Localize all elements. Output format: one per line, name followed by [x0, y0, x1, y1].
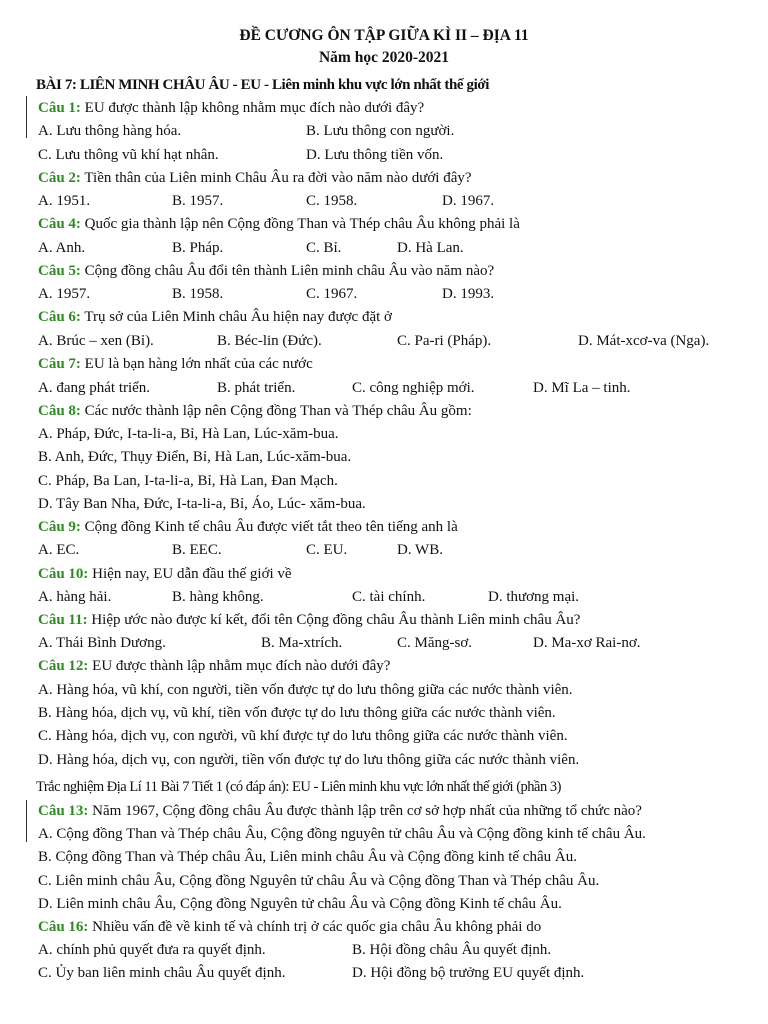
question-16 — [38, 917, 541, 937]
option-a: A. hàng hải. — [38, 589, 112, 605]
question-text: Cộng đồng Kinh tế châu Âu được viết tắt theo tên tiếng anh là — [80, 519, 458, 535]
question-number: Câu 2: — [38, 170, 81, 186]
question-number: Câu 11: — [38, 612, 88, 628]
question-8 — [38, 401, 472, 421]
section-note: Trắc nghiệm Địa Lí 11 Bài 7 Tiết 1 (có đáp án): EU - Liên minh khu vực lớn nhất thế giới (phần 3) — [36, 779, 561, 795]
question-number: Câu 16: — [38, 919, 89, 935]
option-b: B. Béc-lin (Đức). — [217, 333, 322, 349]
question-number: Câu 8: — [38, 403, 81, 419]
option-d: D. Lưu thông tiền vốn. — [306, 147, 444, 163]
option-c: C. Bỉ. — [306, 240, 342, 256]
option-c: C. Pháp, Ba Lan, I-ta-li-a, Bỉ, Hà Lan, Đan Mạch. — [38, 473, 338, 489]
question-text: Trụ sở của Liên Minh châu Âu hiện nay được đặt ở — [80, 309, 392, 325]
question-text: Hiệp ước nào được kí kết, đổi tên Cộng đồng châu Âu thành Liên minh châu Âu? — [87, 612, 581, 628]
question-text: Tiền thân của Liên minh Châu Âu ra đời vào năm nào dưới đây? — [80, 170, 472, 186]
option-c: C. 1958. — [306, 193, 358, 209]
option-b: B. Anh, Đức, Thụy Điển, Bỉ, Hà Lan, Lúc-xăm-bua. — [38, 449, 352, 465]
option-b: B. phát triển. — [217, 380, 296, 396]
option-b: B. EEC. — [172, 542, 222, 558]
option-a: A. 1957. — [38, 286, 91, 302]
option-d: D. Liên minh châu Âu, Cộng đồng Nguyên tử châu Âu và Cộng đồng Kinh tế châu Âu. — [38, 896, 562, 912]
question-number: Câu 9: — [38, 519, 81, 535]
option-d: D. 1993. — [442, 286, 495, 302]
option-c: C. Ủy ban liên minh châu Âu quyết định. — [38, 965, 286, 981]
option-a: A. Cộng đồng Than và Thép châu Âu, Cộng đồng nguyên tử châu Âu và Cộng đồng kinh tế châu Âu. — [38, 826, 646, 842]
question-number: Câu 1: — [38, 100, 81, 116]
question-6 — [38, 307, 392, 327]
option-d: D. Mĩ La – tinh. — [533, 380, 631, 396]
question-11 — [38, 610, 580, 630]
question-number: Câu 10: — [38, 566, 89, 582]
option-c: C. tài chính. — [352, 589, 426, 605]
question-10 — [38, 564, 292, 584]
option-b: B. Pháp. — [172, 240, 224, 256]
question-13 — [38, 801, 642, 821]
option-d: D. Ma-xơ Rai-nơ. — [533, 635, 641, 651]
question-4 — [38, 214, 520, 234]
option-b: B. Ma-xtrích. — [261, 635, 343, 651]
lesson-heading: BÀI 7: LIÊN MINH CHÂU ÂU - EU - Liên minh khu vực lớn nhất thế giới — [36, 77, 490, 93]
option-b: B. Hàng hóa, dịch vụ, vũ khí, tiền vốn được tự do lưu thông giữa các nước thành viên. — [38, 705, 556, 721]
question-number: Câu 4: — [38, 216, 81, 232]
option-d: D. Tây Ban Nha, Đức, I-ta-li-a, Bỉ, Áo, Lúc- xăm-bua. — [38, 496, 366, 512]
option-b: B. Hội đồng châu Âu quyết định. — [352, 942, 552, 958]
question-number: Câu 12: — [38, 658, 89, 674]
question-text: Nhiều vấn đề về kinh tế và chính trị ở các quốc gia châu Âu không phải do — [88, 919, 542, 935]
option-c: C. 1967. — [306, 286, 358, 302]
question-text: Năm 1967, Cộng đồng châu Âu được thành lập trên cơ sở hợp nhất của những tổ chức nào? — [88, 803, 642, 819]
question-9 — [38, 517, 458, 537]
question-number: Câu 5: — [38, 263, 81, 279]
question-number: Câu 7: — [38, 356, 81, 372]
question-text: EU được thành lập không nhằm mục đích nào dưới đây? — [80, 100, 425, 116]
option-a: A. chính phủ quyết đưa ra quyết định. — [38, 942, 266, 958]
document-title: ĐỀ CƯƠNG ÔN TẬP GIỮA KÌ II – ĐỊA 11 — [239, 27, 529, 44]
option-c: C. Pa-ri (Pháp). — [397, 333, 492, 349]
question-text: Hiện nay, EU dẫn đầu thế giới về — [88, 566, 292, 582]
option-c: C. công nghiệp mới. — [352, 380, 475, 396]
option-b: B. 1958. — [172, 286, 224, 302]
option-a: A. Brúc – xen (Bỉ). — [38, 333, 154, 349]
option-b: B. hàng không. — [172, 589, 264, 605]
option-a: A. đang phát triển. — [38, 380, 151, 396]
option-a: A. Anh. — [38, 240, 86, 256]
option-a: A. EC. — [38, 542, 80, 558]
question-text: Các nước thành lập nên Cộng đồng Than và Thép châu Âu gồm: — [80, 403, 472, 419]
margin-bar — [26, 800, 27, 842]
question-1 — [38, 98, 424, 118]
question-text: EU là bạn hàng lớn nhất của các nước — [80, 356, 313, 372]
option-a: A. Hàng hóa, vũ khí, con người, tiền vốn được tự do lưu thông giữa các nước thành viên. — [38, 682, 573, 698]
question-number: Câu 13: — [38, 803, 89, 819]
option-b: B. Lưu thông con người. — [306, 123, 455, 139]
option-b: B. Cộng đồng Than và Thép châu Âu, Liên minh châu Âu và Cộng đồng kinh tế châu Âu. — [38, 849, 577, 865]
option-d: D. Hàng hóa, dịch vụ, con người, tiền vốn được tự do lưu thông giữa các nước thành viên. — [38, 752, 580, 768]
option-a: A. Lưu thông hàng hóa. — [38, 123, 182, 139]
option-c: C. Liên minh châu Âu, Cộng đồng Nguyên tử châu Âu và Cộng đồng Than và Thép châu Âu. — [38, 873, 600, 889]
option-a: A. Pháp, Đức, I-ta-li-a, Bỉ, Hà Lan, Lúc-xăm-bua. — [38, 426, 339, 442]
question-2 — [38, 168, 472, 188]
question-text: Cộng đồng châu Âu đổi tên thành Liên minh châu Âu vào năm nào? — [80, 263, 495, 279]
option-c: C. Hàng hóa, dịch vụ, con người, vũ khí được tự do lưu thông giữa các nước thành viên. — [38, 728, 568, 744]
option-d: D. thương mại. — [488, 589, 580, 605]
option-d: D. Mát-xcơ-va (Nga). — [578, 333, 710, 349]
margin-bar — [26, 96, 27, 138]
option-c: C. Lưu thông vũ khí hạt nhân. — [38, 147, 219, 163]
question-12 — [38, 656, 390, 676]
option-d: D. Hà Lan. — [397, 240, 464, 256]
question-number: Câu 6: — [38, 309, 81, 325]
option-c: C. Măng-sơ. — [397, 635, 473, 651]
question-text: EU được thành lập nhằm mục đích nào dưới đây? — [88, 658, 391, 674]
option-a: A. 1951. — [38, 193, 91, 209]
question-7 — [38, 354, 313, 374]
option-a: A. Thái Bình Dương. — [38, 635, 166, 651]
question-5 — [38, 261, 494, 281]
option-b: B. 1957. — [172, 193, 224, 209]
option-d: D. 1967. — [442, 193, 495, 209]
option-d: D. Hội đồng bộ trưởng EU quyết định. — [352, 965, 585, 981]
option-d: D. WB. — [397, 542, 443, 558]
question-text: Quốc gia thành lập nên Cộng đồng Than và Thép châu Âu không phải là — [80, 216, 520, 232]
school-year: Năm học 2020-2021 — [318, 49, 450, 66]
option-c: C. EU. — [306, 542, 348, 558]
